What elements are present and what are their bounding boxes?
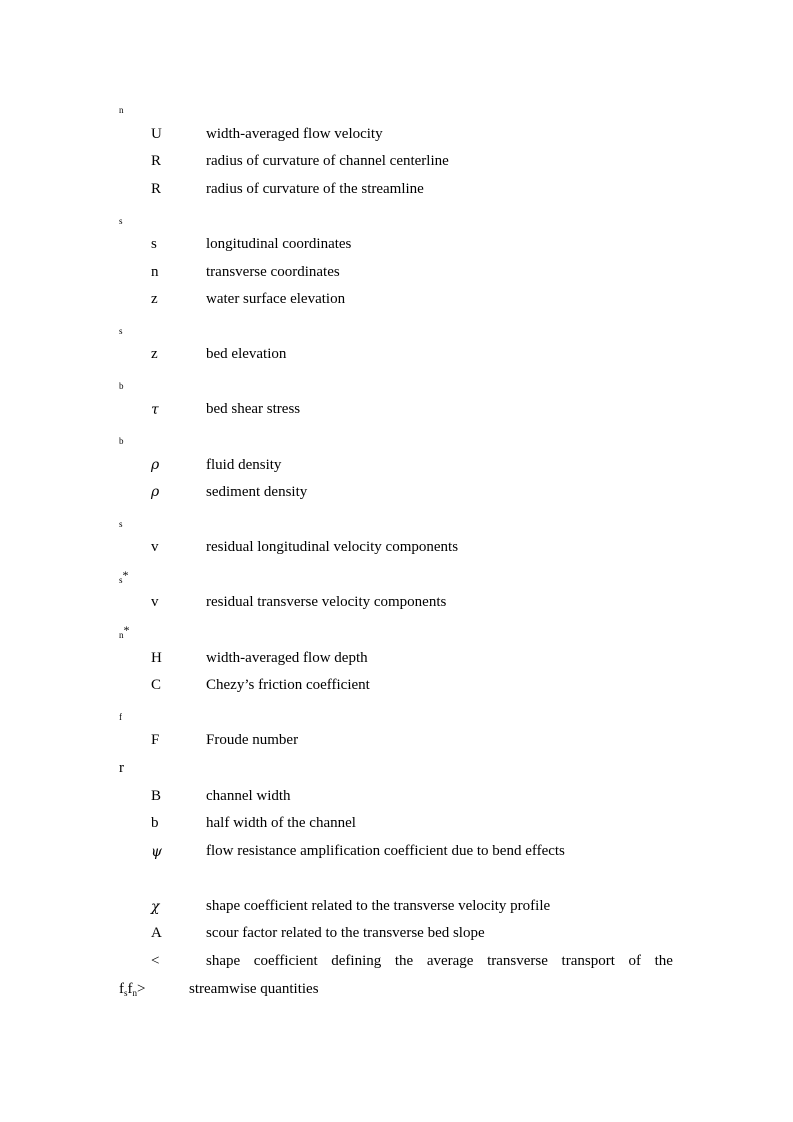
description-residual-longitudinal: residual longitudinal velocity components xyxy=(206,539,459,555)
subscript-b: b xyxy=(119,436,124,446)
description-sediment-density: sediment density xyxy=(206,484,308,500)
description-streamline-curvature: radius of curvature of the streamline xyxy=(206,181,424,197)
word: of xyxy=(628,953,641,969)
description-scour-factor: scour factor related to the transverse bed slope xyxy=(206,925,485,941)
symbol-z-bed: z xyxy=(151,346,158,362)
symbol-v-longitudinal: v xyxy=(151,539,159,555)
symbol-rho-sediment: ρ xyxy=(151,484,160,500)
symbol-F: F xyxy=(151,732,160,748)
word: coefficient xyxy=(253,953,318,969)
description-transverse: transverse coordinates xyxy=(206,264,340,280)
word: transverse xyxy=(487,953,548,969)
description-longitudinal: longitudinal coordinates xyxy=(206,236,352,252)
subscript-n-star: n* xyxy=(119,623,130,640)
description-water-surface: water surface elevation xyxy=(206,291,346,307)
subscript-s: s xyxy=(119,326,123,336)
description-chezy: Chezy’s friction coefficient xyxy=(206,677,370,693)
symbol-less-than: < xyxy=(151,953,160,969)
symbol-n: n xyxy=(151,264,159,280)
description-fluid-density: fluid density xyxy=(206,457,282,473)
word: the xyxy=(394,953,414,969)
symbol-psi: ψ xyxy=(151,844,162,860)
symbol-A: A xyxy=(151,925,162,941)
symbol-b: b xyxy=(151,815,159,831)
symbol-v-transverse: v xyxy=(151,594,159,610)
description-channel-width: channel width xyxy=(206,788,291,804)
description-bed-elevation: bed elevation xyxy=(206,346,287,362)
word: average xyxy=(426,953,474,969)
description-centerline-curvature: radius of curvature of channel centerline xyxy=(206,153,449,169)
symbol-tau: τ xyxy=(151,402,159,418)
subscript-s: s xyxy=(119,216,123,226)
description-shear-stress: bed shear stress xyxy=(206,401,301,417)
symbol-s: s xyxy=(151,236,157,252)
word: transport xyxy=(561,953,615,969)
subscript-r: r xyxy=(119,760,124,776)
subscript-s-star: s* xyxy=(119,568,129,585)
symbol-H: H xyxy=(151,650,162,666)
symbol-chi: χ xyxy=(151,899,160,915)
subscript-f: f xyxy=(119,712,122,722)
word: shape xyxy=(206,953,241,969)
symbol-U: U xyxy=(151,126,162,142)
subscript-b: b xyxy=(119,381,124,391)
description-resistance-amplification: flow resistance amplification coefficient due to bend effects xyxy=(206,843,565,859)
symbol-R-centerline: R xyxy=(151,153,162,169)
description-flow-depth: width-averaged flow depth xyxy=(206,650,368,666)
symbol-C: C xyxy=(151,677,162,693)
word: the xyxy=(654,953,673,969)
description-streamwise-quantities: streamwise quantities xyxy=(189,981,319,997)
symbol-B: B xyxy=(151,788,162,804)
symbol-z-surface: z xyxy=(151,291,158,307)
subscript-n: n xyxy=(119,105,124,115)
subscript-s: s xyxy=(119,519,123,529)
description-average-transport xyxy=(206,952,673,970)
symbol-R-streamline: R xyxy=(151,181,162,197)
word: defining xyxy=(331,953,382,969)
description-shape-coefficient: shape coefficient related to the transverse velocity profile xyxy=(206,898,551,914)
description-velocity: width-averaged flow velocity xyxy=(206,126,383,142)
description-froude: Froude number xyxy=(206,732,299,748)
symbol-rho-fluid: ρ xyxy=(151,457,160,473)
symbol-fsfn-continuation: $f_sf_n>$ xyxy=(119,981,146,998)
description-half-width: half width of the channel xyxy=(206,815,356,831)
description-residual-transverse: residual transverse velocity components xyxy=(206,594,447,610)
